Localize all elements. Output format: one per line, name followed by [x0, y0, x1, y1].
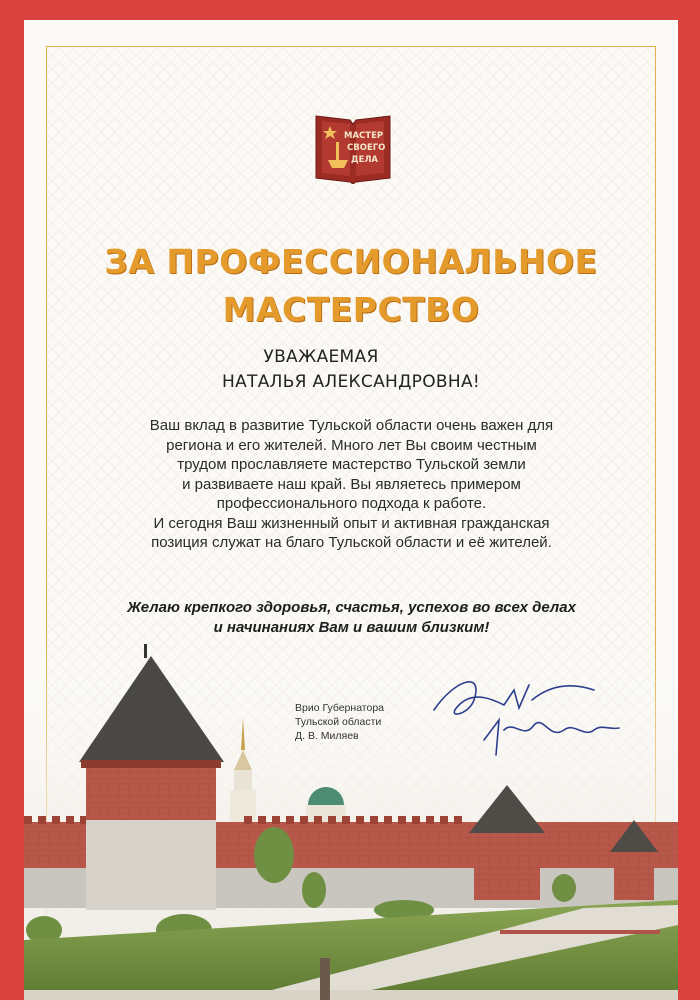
certificate-title-line1: ЗА ПРОФЕССИОНАЛЬНОЕ	[104, 242, 598, 281]
certificate-title-line2: МАСТЕРСТВО	[222, 290, 480, 329]
body-line: И сегодня Ваш жизненный опыт и активная гражданская	[153, 514, 550, 532]
logo-text-line3: ДЕЛА	[351, 155, 379, 165]
wish-line1: Желаю крепкого здоровья, счастья, успехов во всех делах	[127, 599, 576, 616]
body-line: профессионального подхода к работе.	[216, 495, 487, 512]
signer-block	[295, 701, 384, 743]
wish-line2: и начинаниях Вам и вашим близким!	[213, 619, 490, 636]
body-line: позиция служат на благо Тульской области и её жителей.	[151, 534, 552, 551]
logo-text-line2: СВОЕГО	[347, 143, 386, 153]
certificate-sheet	[24, 20, 678, 1000]
logo-text-line1: МАСТЕР	[344, 131, 384, 141]
handwritten-signature	[424, 660, 624, 770]
signer-region: Тульской области	[295, 716, 382, 728]
body-line: трудом прославляете мастерство Тульской земли	[177, 456, 526, 473]
master-logo	[314, 112, 392, 184]
body-paragraph	[94, 416, 609, 553]
signer-position: Врио Губернатора	[295, 702, 385, 714]
salutation-line2: НАТАЛЬЯ АЛЕКСАНДРОВНА!	[222, 372, 480, 392]
body-line: Ваш вклад в развитие Тульской области очень важен для	[149, 417, 554, 434]
salutation-line1: УВАЖАЕМАЯ	[263, 347, 379, 367]
wish-paragraph	[84, 598, 619, 638]
body-line: и развиваете наш край. Вы являетесь примером	[182, 475, 521, 493]
signer-name: Д. В. Миляев	[295, 730, 359, 742]
body-line: региона и его жителей. Много лет Вы своим честным	[166, 436, 537, 454]
